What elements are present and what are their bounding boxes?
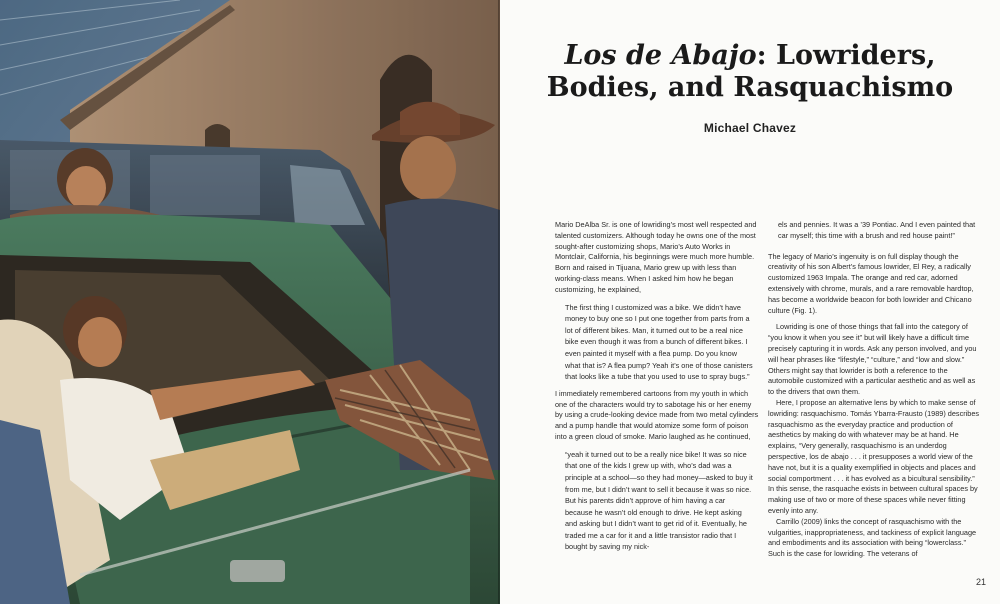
author-name: Michael Chavez xyxy=(703,121,797,135)
text-column-right xyxy=(768,220,980,560)
block-quote: The first thing I customized was a bike. We didn’t have money to buy one so I put one together from parts from a lot of different bikes. Man, it turned out to be a real nice bike even though it was from a bunch of different bikes. I even painted it myself with a flea pump. Do you know what that is? A flea pump? Yeah it’s one of those canisters that looks like a tube that you used to use to spray bugs.” xyxy=(565,302,753,382)
text-column-left xyxy=(555,220,760,559)
paragraph: Here, I propose an alternative lens by which to make sense of lowriding: rasquachismo. Tomás Ybarra-Frausto (1989) describes rasquachismo as the everyday practice and production of aesthetics by making do with whatever may be at hand. He explains, “Very generally, rasquachismo is an underdog perspective, los de abajo . . . it presupposes a world view of the have not, but it is a quality exemplified in objects and places and social comportment . . . it has evolved as a bicultural sensibility.” In this sense, the rasquache exists in between cultural spaces by making use of two or more of these spaces while never fitting evenly into any. xyxy=(768,397,980,515)
block-quote: “yeah it turned out to be a really nice bike! It was so nice that one of the kids I grew up with, who’s dad was a principle at a school—so they had money—asked to buy it from me, but I didn’t want to sell it because it was so nice. But his parents didn’t approve of him having a car because he wasn’t old enough to drive. He kept asking and asking but I didn’t want to get rid of it. Eventually, he traded me a car for it and a little transistor radio that I bought by saving my nick- xyxy=(565,449,753,552)
paragraph: Mario DeAlba Sr. is one of lowriding’s most well respected and talented customizers. Although today he owns one of the most sought-after customizing shops, Mario’s Auto Works in Montclair, California, his beginnings were much more humble. Born and raised in Tijuana, Mario grew up with less than working-class means. When I asked him how he began customizing, he explained, xyxy=(555,220,757,294)
paragraph: The legacy of Mario’s ingenuity is on full display though the creativity of his son Albert’s famous lowrider, El Rey, a radically customized 1963 Impala. The orange and red car, adorned extensively with chrome, murals, and a rare removable hardtop, has become a worldwide beacon for both lowrider and Chicano culture (Fig. 1). xyxy=(768,251,974,315)
paragraph: I immediately remembered cartoons from my youth in which one of the characters would try to sabotage his or her enemy by using a crude-looking device made from two metal cylinders and a pump handle that would atomize some form of poison into a green cloud of smoke. Mario laughed as he continued, xyxy=(555,388,759,441)
paragraph: Carrillo (2009) links the concept of rasquachismo with the vulgarities, inappropriateness, and tackiness of explicit language and embodiments and its association with being “lowerclass.” Such is the case for lowriding. The veterans of xyxy=(768,516,977,559)
text-page xyxy=(500,0,1000,604)
paragraph: Lowriding is one of those things that fall into the category of “you know it when you see it” but will likely have a difficult time precisely capturing it in words. Ask any person involved, and you will hear phrases like “lifestyle,” “culture,” and “low and slow.” Others might say that lowrider is both a reference to the automobile customized with a particular aesthetic and as well as to the drivers that own them. xyxy=(768,322,977,397)
title-line1-rest: : Lowriders, xyxy=(756,40,936,71)
title-line2: Bodies, and Rasquachismo xyxy=(546,72,954,103)
article-title xyxy=(500,40,1000,104)
page-number: 21 xyxy=(975,577,986,587)
block-quote-continued: els and pennies. It was a ’39 Pontiac. And I even painted that car myself; this time with a brush and red house paint!” xyxy=(778,220,976,240)
title-italic-phrase: Los de Abajo xyxy=(564,40,757,71)
